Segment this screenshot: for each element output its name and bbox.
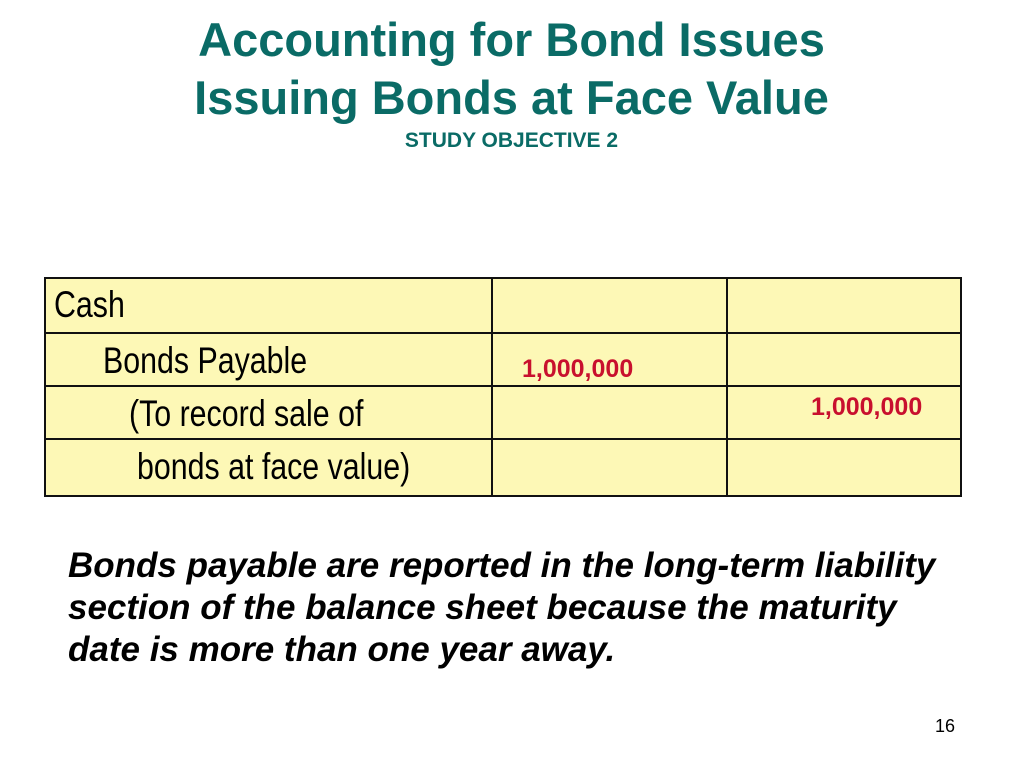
debit-amount: 1,000,000 xyxy=(522,355,634,383)
slide-title-line-1: Accounting for Bond Issues xyxy=(198,13,825,66)
column-divider xyxy=(491,279,493,495)
explanation-line-1: (To record sale of xyxy=(129,393,364,434)
study-objective xyxy=(0,128,1023,154)
explanation-line-2: bonds at face value) xyxy=(137,446,411,487)
account-cash: Cash xyxy=(54,284,125,325)
row-divider xyxy=(46,332,960,334)
credit-amount: 1,000,000 xyxy=(811,393,923,421)
study-objective-number: 2 xyxy=(606,129,619,152)
row-divider xyxy=(46,438,960,440)
slide-title-line-2: Issuing Bonds at Face Value xyxy=(194,71,829,124)
explanatory-note: Bonds payable are reported in the long-term liability section of the balance sheet because the maturity date is more than one year away. xyxy=(68,546,936,669)
page-number: 16 xyxy=(935,716,956,736)
journal-entry-table xyxy=(44,277,962,497)
row-divider xyxy=(46,385,960,387)
column-divider xyxy=(726,279,728,495)
account-bonds-payable: Bonds Payable xyxy=(103,340,308,381)
study-objective-label: STUDY OBJECTIVE xyxy=(404,129,601,152)
